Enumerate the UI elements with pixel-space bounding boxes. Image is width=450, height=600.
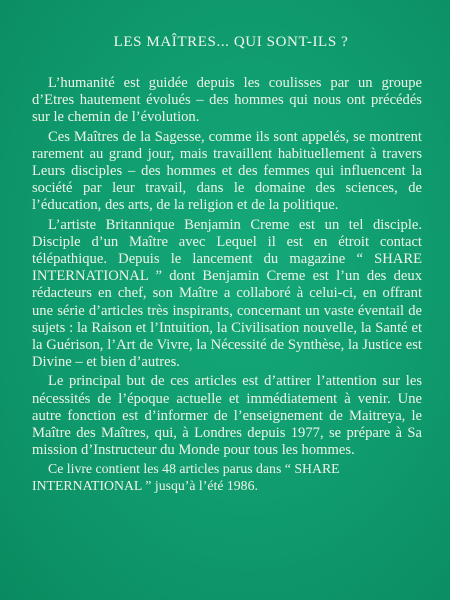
paragraph-contents: Ce livre contient les 48 articles parus dans “ SHARE INTERNATIONAL ” jusqu’à l’été 1986. xyxy=(32,461,340,493)
page-title: LES MAÎTRES... QUI SONT-ILS ? xyxy=(113,34,349,50)
paragraph-purpose: Le principal but de ces articles est d’attirer l’attention sur les nécessités de l’époque actuelle et immédiatement à venir. Une autre fonction est d’informer de l’enseignement de Maitreya, le Maître des Maîtres, qui, à Londres depuis 1977, se prépare à Sa mission d’Instructeur du Monde pour tous les hommes. xyxy=(32,373,422,459)
paragraph-creme: L’artiste Britannique Benjamin Creme est un tel disciple. Disciple d’un Maître avec Lequel il est en étroit contact télépathique. Depuis le lancement du magazine “ SHARE INTERNATIONAL ” dont Benjamin Creme est l’un des deux rédacteurs en chef, son Maître a collaboré à celui-ci, en offrant une série d’articles très inspirants, concernant un vaste éventail de sujets : la Raison et l’Intuition, la Civilisation nouvelle, la Santé et la Guérison, l’Art de Vivre, la Nécessité de Synthèse, la Justice est Divine – et bien d’autres. xyxy=(32,216,422,371)
paragraph-intro: L’humanité est guidée depuis les coulisses par un groupe d’Etres hautement évolués – des hommes qui nous ont précédés sur le chemin de l’évolution. xyxy=(32,75,422,126)
paragraph-masters: Ces Maîtres de la Sagesse, comme ils sont appelés, se montrent rarement au grand jour, mais travaillent habituellement à travers Leurs disciples – des hommes et des femmes qui influencent la société par leur travail, dans le domaine des sciences, de l’éducation, des arts, de la religion et de la politique. xyxy=(32,128,422,214)
